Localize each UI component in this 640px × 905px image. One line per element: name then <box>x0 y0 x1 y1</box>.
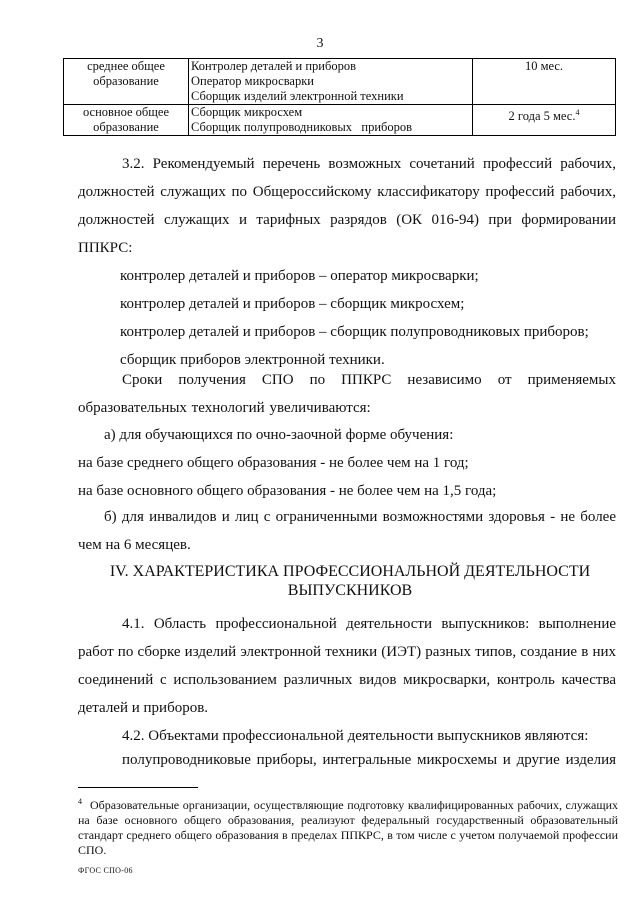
page-number: 3 <box>316 36 324 51</box>
duration-value: 2 года 5 мес. <box>508 109 576 124</box>
combination-item: контролер деталей и приборов – сборщик полупроводниковых приборов; <box>120 324 589 340</box>
paragraph-4-2-continued: полупроводниковые приборы, интегральные микросхемы и другие изделия <box>122 752 616 768</box>
duration-value: 10 мес. <box>524 59 564 73</box>
combination-item: контролер деталей и приборов – оператор микросварки; <box>120 268 479 284</box>
footnote-reference: 4 <box>575 108 580 117</box>
terms-intro: Сроки получения СПО по ППКРС независимо от применяемых образовательных технологий увеличиваются: <box>78 372 616 416</box>
section-title: IV. ХАРАКТЕРИСТИКА ПРОФЕССИОНАЛЬНОЙ ДЕЯТЕЛЬНОСТИ ВЫПУСКНИКОВ <box>109 563 591 599</box>
table-row <box>64 105 616 136</box>
footnote-number: 4 <box>78 797 82 806</box>
professions-cell <box>189 105 473 136</box>
profession-item: Оператор микросварки <box>191 74 314 88</box>
duration-cell <box>473 59 616 105</box>
education-duration-table <box>63 58 616 136</box>
profession-item: Сборщик полупроводниковых приборов <box>191 120 413 134</box>
item-a: а) для обучающихся по очно-заочной форме обучения: <box>104 427 454 443</box>
paragraph-3-2: 3.2. Рекомендуемый перечень возможных сочетаний профессий рабочих, должностей служащих по Общероссийскому классификатору профессий рабочих, должностей служащих и тарифных разрядов (ОК 016-94) при формировании ППКРС: <box>78 156 616 256</box>
combination-item: сборщик приборов электронной техники. <box>120 352 385 368</box>
footnote-divider <box>78 787 198 788</box>
base-secondary: на базе среднего общего образования - не более чем на 1 год; <box>78 455 469 471</box>
table-row <box>64 59 616 105</box>
document-code: ФГОС СПО-06 <box>78 866 133 875</box>
footnote <box>78 794 618 858</box>
profession-item: Сборщик изделий электронной техники <box>191 89 404 103</box>
base-basic: на базе основного общего образования - не более чем на 1,5 года; <box>78 483 497 499</box>
footnote-text: Образовательные организации, осуществляющие подготовку квалифицированных рабочих, служащих на базе основного общего образования, реализуют федеральный государственный образовательный стандарт среднего общего образования в пределах ППКРС, в том числе с учетом получаемой профессии СПО. <box>78 798 618 857</box>
education-level-cell: среднее общее образование <box>64 59 189 105</box>
professions-cell <box>189 59 473 105</box>
education-level-cell: основное общее образование <box>64 105 189 136</box>
item-b: б) для инвалидов и лиц с ограниченными возможностями здоровья - не более чем на 6 месяцев. <box>78 509 616 553</box>
paragraph-4-2: 4.2. Объектами профессиональной деятельности выпускников являются: <box>122 728 589 744</box>
profession-item: Сборщик микросхем <box>191 105 303 119</box>
duration-cell <box>473 105 616 136</box>
profession-item: Контролер деталей и приборов <box>191 59 357 73</box>
paragraph-4-1: 4.1. Область профессиональной деятельности выпускников: выполнение работ по сборке изделий электронной техники (ИЭТ) разных типов, создание в них соединений с использованием различных видов микросварки, контроль качества деталей и приборов. <box>78 616 616 716</box>
combination-item: контролер деталей и приборов – сборщик микросхем; <box>120 296 465 312</box>
